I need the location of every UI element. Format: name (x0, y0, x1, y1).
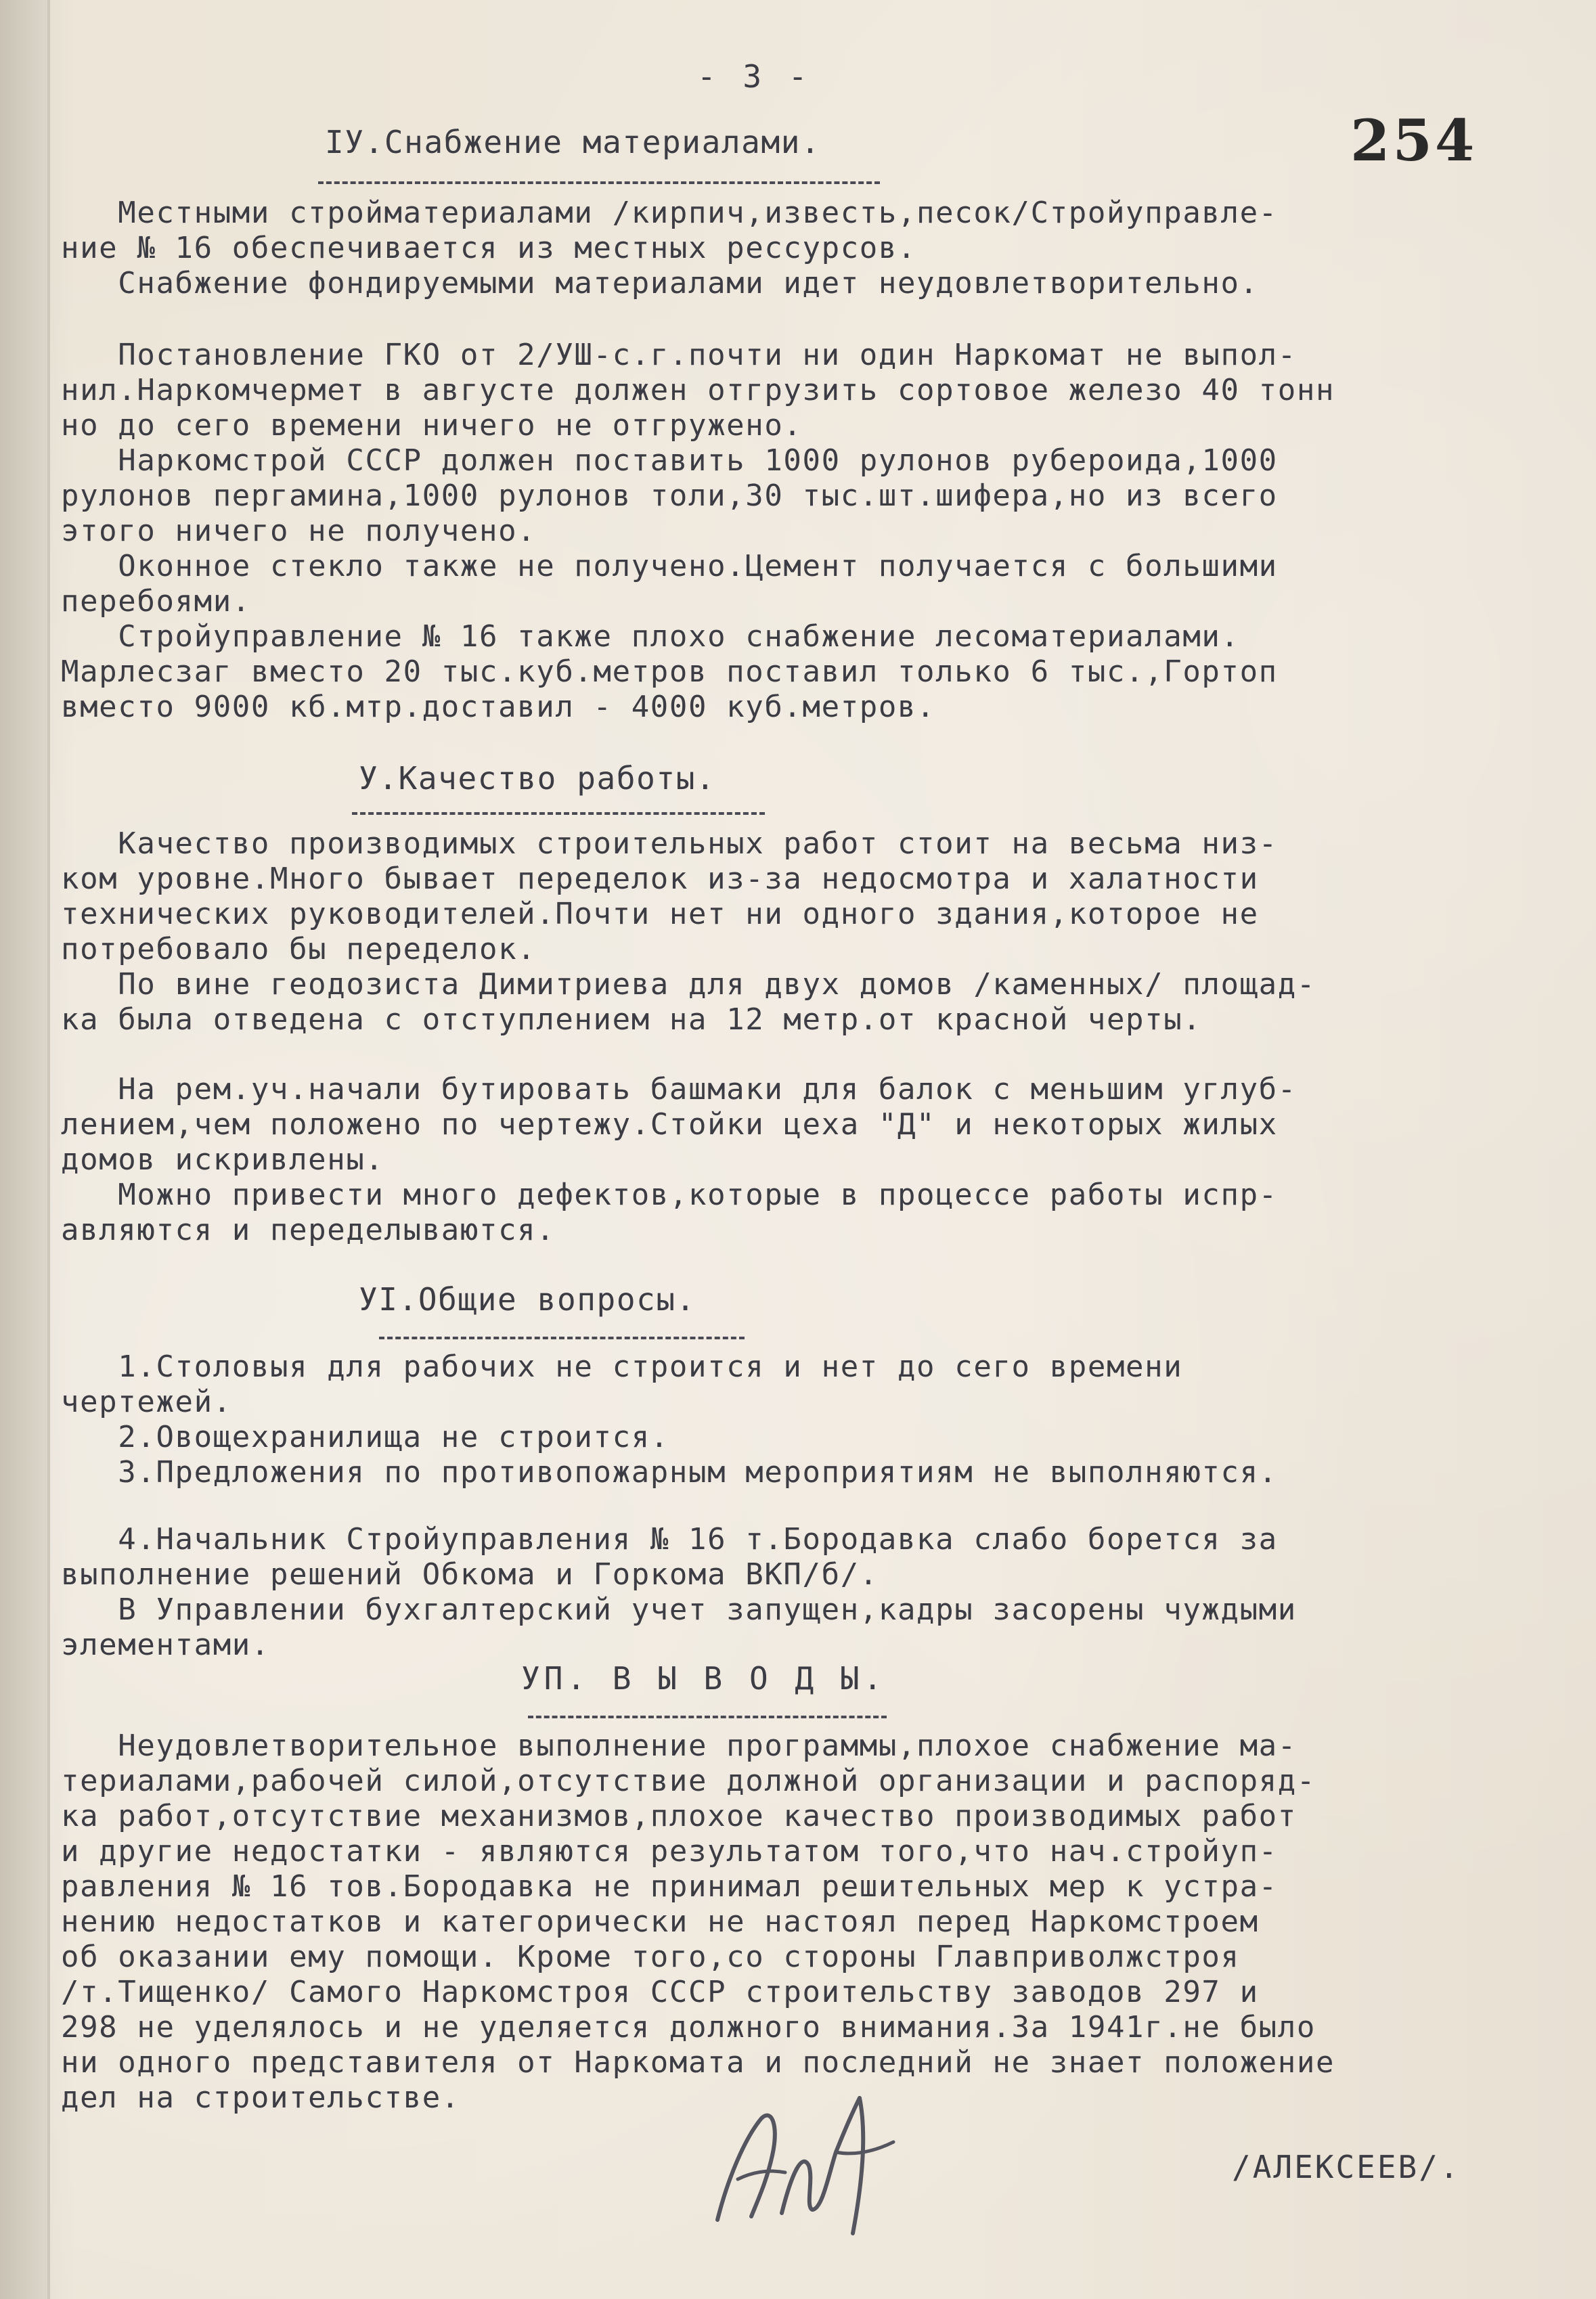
text-line: ком уровне.Много бывает переделок из-за недосмотра и халатности (61, 862, 1259, 896)
text-line: выполнение решений Обкома и Горкома ВКП/б/. (61, 1557, 879, 1592)
text-line: об оказании ему помощи. Кроме того,со стороны Главприволжстроя (61, 1940, 1240, 1974)
binding-gutter (0, 0, 47, 2299)
text-line: но до сего времени ничего не отгружено. (61, 408, 803, 443)
text-line: Постановление ГКО от 2/УШ-с.г.почти ни один Наркомат не выпол- (61, 338, 1297, 372)
text-line: лением,чем положено по чертежу.Стойки цеха "Д" и некоторых жилых (61, 1107, 1278, 1142)
text-line: Марлесзаг вместо 20 тыс.куб.метров поставил только 6 тыс.,Гортоп (61, 654, 1278, 689)
text-line: В Управлении бухгалтерский учет запущен,кадры засорены чуждыми (61, 1592, 1297, 1627)
text-line: 2.Овощехранилища не строится. (61, 1420, 669, 1454)
text-line: элементами. (61, 1628, 270, 1662)
text-line: перебоями. (61, 584, 251, 619)
text-line: На рем.уч.начали бутировать башмаки для балок с меньшим углуб- (61, 1072, 1297, 1107)
heading-underline (352, 812, 765, 815)
text-line: Оконное стекло также не получено.Цемент получается с большими (61, 549, 1278, 583)
text-line: и другие недостатки - являются результатом того,что нач.стройуп- (61, 1834, 1278, 1869)
text-line: 3.Предложения по противопожарным мероприятиям не выполняются. (61, 1455, 1278, 1490)
text-line: Качество производимых строительных работ стоит на весьма низ- (61, 826, 1278, 861)
text-line: рулонов пергамина,1000 рулонов толи,30 тыс.шт.шифера,но из всего (61, 478, 1278, 513)
text-line: этого ничего не получено. (61, 514, 537, 548)
text-line: Стройуправление № 16 также плохо снабжение лесоматериалами. (61, 619, 1240, 654)
text-line: териалами,рабочей силой,отсутствие должной организации и распоряд- (61, 1764, 1316, 1798)
heading-underline (528, 1716, 887, 1718)
author-name: /АЛЕКСЕЕВ/. (1232, 2149, 1461, 2185)
text-line: ни одного представителя от Наркомата и последний не знает положение (61, 2045, 1335, 2080)
section-heading: У.Качество работы. (359, 760, 716, 797)
text-line: дел на строительстве. (61, 2080, 460, 2115)
text-line: технических руководителей.Почти нет ни одного здания,которое не (61, 897, 1259, 931)
text-line: ка работ,отсутствие механизмов,плохое качество производимых работ (61, 1799, 1297, 1833)
text-line: Неудовлетворительное выполнение программы,плохое снабжение ма- (61, 1728, 1297, 1763)
text-line: 298 не уделялось и не уделяется должного внимания.За 1941г.не было (61, 2010, 1316, 2045)
text-line: Местными стройматериалами /кирпич,известь,песок/Стройуправле- (61, 196, 1278, 230)
text-line: Снабжение фондируемыми материалами идет неудовлетворительно. (61, 266, 1259, 300)
text-line: По вине геодозиста Димитриева для двух домов /каменных/ площад- (61, 967, 1316, 1002)
text-line: нил.Наркомчермет в августе должен отгрузить сортовое железо 40 тонн (61, 373, 1335, 407)
text-line: 4.Начальник Стройуправления № 16 т.Бородавка слабо борется за (61, 1522, 1278, 1557)
section-heading: УI.Общие вопросы. (359, 1281, 696, 1318)
page-number: - 3 - (697, 58, 812, 95)
heading-underline (379, 1337, 745, 1339)
handwritten-signature (697, 2071, 941, 2247)
text-line: 1.Столовыя для рабочих не строится и нет до сего времени (61, 1349, 1183, 1384)
archive-number: 254 (1350, 107, 1478, 174)
section-heading: IУ.Снабжение материалами. (325, 124, 821, 160)
text-line: /т.Тищенко/ Самого Наркомстроя СССР строительству заводов 297 и (61, 1975, 1259, 2009)
section-heading: УП. В Ы В О Д Ы. (521, 1660, 887, 1697)
text-line: потребовало бы переделок. (61, 932, 537, 966)
text-line: ние № 16 обеспечивается из местных рессурсов. (61, 231, 917, 265)
text-line: Можно привести много дефектов,которые в процессе работы испр- (61, 1178, 1278, 1212)
text-line: чертежей. (61, 1385, 232, 1419)
text-line: авляются и переделываются. (61, 1213, 556, 1247)
text-line: ка была отведена с отступлением на 12 метр.от красной черты. (61, 1002, 1202, 1037)
text-line: нению недостатков и категорически не настоял перед Наркомстроем (61, 1904, 1259, 1939)
text-line: домов искривлены. (61, 1142, 384, 1177)
text-line: Наркомстрой СССР должен поставить 1000 рулонов рубероида,1000 (61, 443, 1278, 478)
page-edge (47, 0, 50, 2299)
heading-underline (318, 181, 880, 184)
text-line: вместо 9000 кб.мтр.доставил - 4000 куб.метров. (61, 690, 936, 724)
text-line: равления № 16 тов.Бородавка не принимал решительных мер к устра- (61, 1869, 1278, 1904)
